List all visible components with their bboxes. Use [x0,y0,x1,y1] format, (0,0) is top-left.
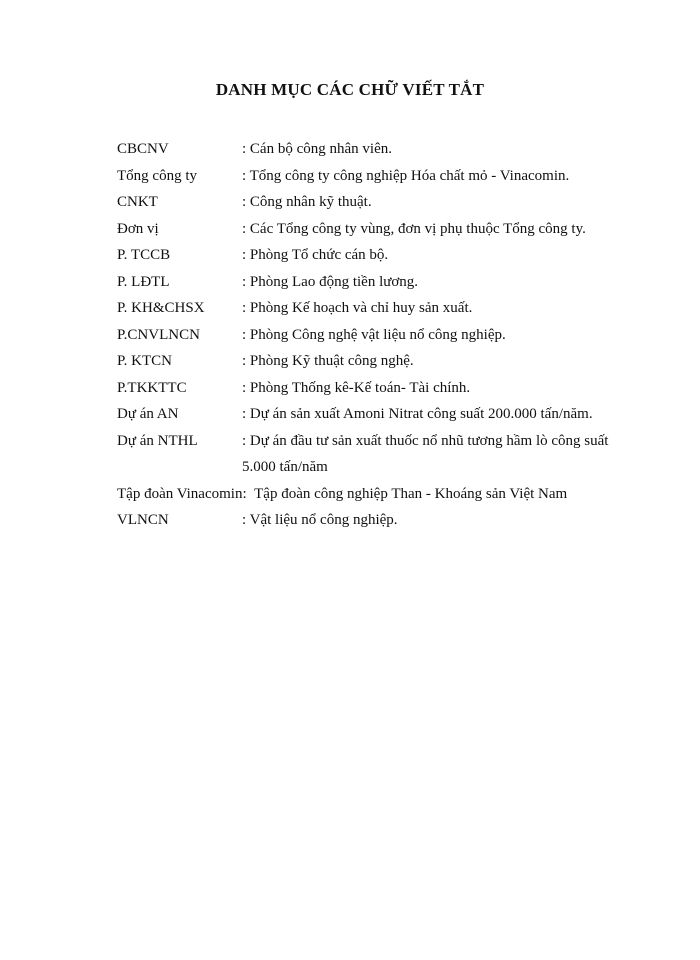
abbreviation-definition: : Cán bộ công nhân viên. [242,141,392,157]
abbreviation-term: P. KTCN [117,353,173,369]
abbreviation-definition: : Dự án đầu tư sản xuất thuốc nổ nhũ tương hầm lò công suất 5.000 tấn/năm [242,432,609,475]
abbreviation-term: P.TKKTTC [117,379,187,396]
list-item [117,481,662,508]
abbreviation-definition: : Phòng Kỹ thuật công nghệ. [242,353,414,369]
list-item [117,348,662,375]
abbreviation-definition: : Dự án sản xuất Amoni Nitrat công suất 200.000 tấn/năm. [242,406,593,422]
abbreviation-definition: : Tổng công ty công nghiệp Hóa chất mỏ - Vinacomin. [242,167,570,184]
abbreviation-term: CNKT [117,194,158,210]
list-item [117,322,662,349]
abbreviation-list [117,136,662,534]
abbreviation-term: CBCNV [117,141,169,157]
abbreviation-definition: : Công nhân kỹ thuật. [242,194,372,210]
list-item [117,295,662,322]
list-item [117,401,662,428]
abbreviation-term: P. KH&CHSX [117,300,205,316]
list-item [117,163,662,190]
page-title: DANH MỤC CÁC CHỮ VIẾT TẮT [215,80,485,99]
abbreviation-definition: : Các Tổng công ty vùng, đơn vị phụ thuộc Tổng công ty. [242,220,586,237]
abbreviation-definition: : Phòng Kế hoạch và chỉ huy sản xuất. [242,300,473,316]
abbreviation-definition: Tập đoàn công nghiệp Than - Khoáng sản Việt Nam [254,485,568,502]
abbreviation-term: Đơn vị [117,220,159,237]
list-item [117,507,662,534]
list-item [117,136,662,163]
abbreviation-term: Dự án AN [117,406,179,422]
abbreviation-term: VLNCN [117,512,169,528]
abbreviation-definition: : Phòng Tổ chức cán bộ. [242,247,389,263]
abbreviation-term: P. LĐTL [117,273,170,290]
abbreviation-definition: : Phòng Lao động tiền lương. [242,273,419,290]
abbreviation-term: Tập đoàn Vinacomin: [117,485,255,502]
abbreviation-term: P. TCCB [117,247,171,263]
list-item [117,428,662,481]
list-item [117,189,662,216]
list-item [117,375,662,402]
list-item [117,269,662,296]
abbreviation-term: P.CNVLNCN [117,326,200,343]
abbreviation-term: Dự án NTHL [117,432,198,449]
abbreviation-definition: : Phòng Thống kê-Kế toán- Tài chính. [242,379,471,396]
list-item [117,216,662,243]
abbreviation-definition: : Phòng Công nghệ vật liệu nổ công nghiệp. [242,326,506,343]
abbreviation-term: Tổng công ty [117,167,197,184]
list-item [117,242,662,269]
abbreviation-definition: : Vật liệu nổ công nghiệp. [242,512,398,528]
